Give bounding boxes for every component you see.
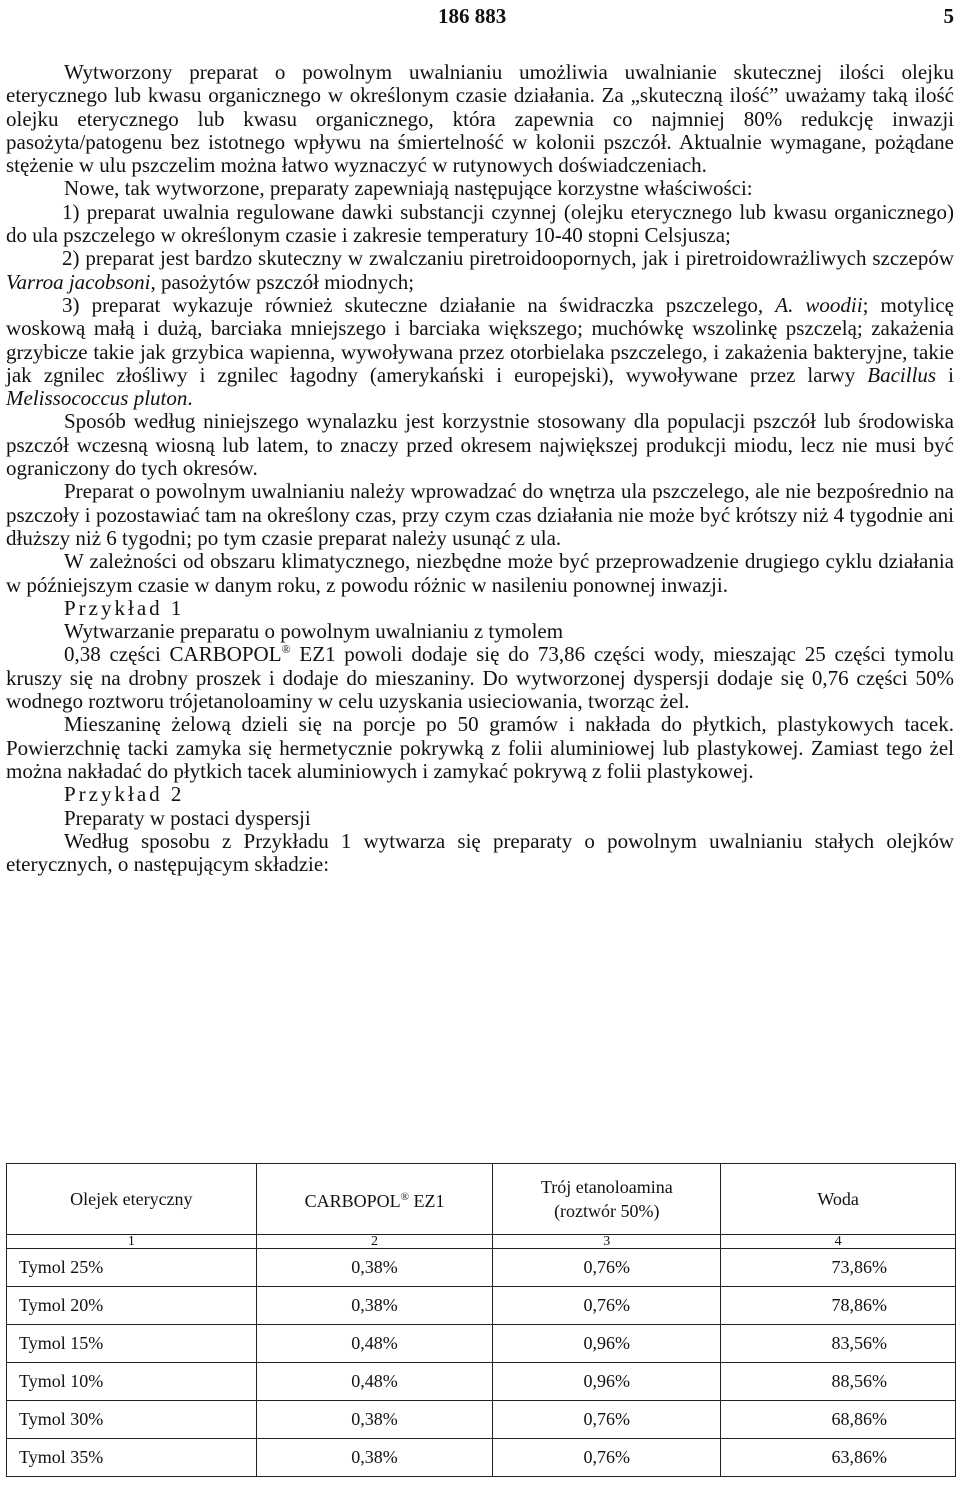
cell-oil: Tymol 30% bbox=[7, 1401, 257, 1439]
cell-water: 88,56% bbox=[721, 1363, 956, 1401]
paragraph-intro: Wytworzony preparat o powolnym uwalnianiu umożliwia uwalnianie skutecznej ilości olejku eterycznego lub kwasu organicznego w określonym czasie działania. Za „skuteczną ilość” uważamy taką ilość olejku eterycznego lub kwasu organicznego, która zapewnia co najmniej 80% redukcję inwazji pasożyta/patogenu bez istotnego wpływu na śmiertelność w kolonii pszczół. Aktualnie wymagane, pożądane stężenie w ulu pszczelim można łatwo wyznaczyć w rutynowych doświadczeniach. bbox=[6, 60, 954, 178]
header-carbopol-a: CARBOPOL bbox=[304, 1191, 401, 1211]
list-item-3-text-a: 3) preparat wykazuje również skuteczne działanie na świdraczka pszczelego, bbox=[62, 292, 776, 317]
example-2-paragraph: Według sposobu z Przykładu 1 wytwarza się preparaty o powolnym uwalnianiu stałych olejków eterycznych, o następującym składzie: bbox=[6, 828, 954, 877]
header-carbopol-sup: ® bbox=[400, 1191, 409, 1203]
cell-triethanolamine: 0,76% bbox=[493, 1249, 721, 1287]
cell-carbopol: 0,38% bbox=[256, 1287, 493, 1325]
list-item-2-text-b: , pasożytów pszczół miodnych; bbox=[150, 269, 415, 294]
list-item-2-text-a: 2) preparat jest bardzo skuteczny w zwalczaniu piretroidoopornych, jak i piretroidowrażliwych szczepów bbox=[62, 246, 954, 271]
list-item-3-species-b: Bacillus bbox=[867, 362, 937, 387]
column-number-row bbox=[7, 1235, 956, 1249]
example-2-heading: Przykład 2 bbox=[64, 782, 185, 807]
example-1-text-b: EZ1 powoli dodaje się do 73,86 części wody, mieszając 25 części tymolu kruszy się na drobny proszek i dodaje do mieszaniny. Do wytworzonej dyspersji dodaje się 0,76 części 50% wodnego roztworu trójetanoloaminy w celu uzyskania usieciowania, tworząc żel. bbox=[6, 642, 954, 714]
list-item-3-text-b: ; motylicę woskową małą i dużą, barciaka mniejszego i barciaka większego; muchówkę wszolinkę pszczelą; zakażenia grzybicze takie jak grzybica wapienna, wywoływana przez otorbielaka pszczelego, i zakażenia bakteryjne, takie jak zgnilec złośliwy i zgnilec łagodny (amerykański i europejski), wywoływane przez larwy bbox=[6, 292, 954, 387]
header-carbopol-b: EZ1 bbox=[408, 1191, 445, 1211]
column-number: 2 bbox=[256, 1235, 493, 1249]
table-row bbox=[7, 1287, 956, 1325]
patent-number: 186 883 bbox=[438, 4, 507, 28]
paragraph-properties: Nowe, tak wytworzone, preparaty zapewniają następujące korzystne właściwości: bbox=[64, 176, 753, 201]
paragraph-placement: Preparat o powolnym uwalnianiu należy wprowadzać do wnętrza ula pszczelego, ale nie bezpośrednio na pszczoły i pozostawiać tam na określony czas, przy czym czas działania nie może być krótszy niż 4 tygodnie ani dłuższy niż 6 tygodni; po tym czasie preparat należy usunąć z ula. bbox=[6, 479, 954, 550]
example-1-paragraph-2: Mieszaninę żelową dzieli się na porcje po 50 gramów i nakłada do płytkich, plastykowych tacek. Powierzchnię tacki zamyka się hermetycznie pokrywką z folii aluminiowej lub plastykowej. Zamiast tego żel można nakładać do płytkich tacek aluminiowych i zamykać pokrywą z folii plastykowej. bbox=[6, 712, 954, 783]
table-row bbox=[7, 1401, 956, 1439]
example-2-title: Preparaty w postaci dyspersji bbox=[64, 805, 311, 830]
registered-mark: ® bbox=[281, 642, 291, 657]
list-item-3-species-c: Melissococcus pluton bbox=[6, 386, 188, 411]
header-tea-line-2: (roztwór 50%) bbox=[554, 1201, 660, 1221]
document-body bbox=[6, 61, 954, 876]
cell-water: 78,86% bbox=[721, 1287, 956, 1325]
cell-oil: Tymol 15% bbox=[7, 1325, 257, 1363]
example-1-heading: Przykład 1 bbox=[64, 595, 185, 620]
cell-carbopol: 0,48% bbox=[256, 1363, 493, 1401]
header-carbopol bbox=[256, 1164, 493, 1235]
example-1-paragraph-1 bbox=[6, 643, 954, 713]
cell-oil: Tymol 25% bbox=[7, 1249, 257, 1287]
cell-oil: Tymol 10% bbox=[7, 1363, 257, 1401]
cell-carbopol: 0,48% bbox=[256, 1325, 493, 1363]
list-item-2-species: Varroa jacobsoni bbox=[6, 269, 151, 294]
cell-water: 83,56% bbox=[721, 1325, 956, 1363]
example-1-text-a: 0,38 części CARBOPOL bbox=[64, 642, 282, 667]
cell-water: 73,86% bbox=[721, 1249, 956, 1287]
cell-carbopol: 0,38% bbox=[256, 1439, 493, 1477]
column-number: 1 bbox=[7, 1235, 257, 1249]
table-row bbox=[7, 1363, 956, 1401]
cell-carbopol: 0,38% bbox=[256, 1401, 493, 1439]
table-header-row bbox=[7, 1164, 956, 1235]
cell-triethanolamine: 0,76% bbox=[493, 1401, 721, 1439]
table-row bbox=[7, 1325, 956, 1363]
table-row bbox=[7, 1439, 956, 1477]
cell-triethanolamine: 0,96% bbox=[493, 1325, 721, 1363]
header-water: Woda bbox=[721, 1164, 956, 1235]
column-number: 4 bbox=[721, 1235, 956, 1249]
list-item-3 bbox=[6, 294, 954, 410]
cell-oil: Tymol 20% bbox=[7, 1287, 257, 1325]
list-item-3-species-a: A. woodii bbox=[775, 292, 863, 317]
header-tea-line-1: Trój etanoloamina bbox=[540, 1177, 673, 1197]
list-item-3-text-c: i bbox=[936, 362, 954, 387]
cell-triethanolamine: 0,76% bbox=[493, 1287, 721, 1325]
cell-carbopol: 0,38% bbox=[256, 1249, 493, 1287]
header-triethanolamine bbox=[493, 1164, 721, 1235]
cell-triethanolamine: 0,96% bbox=[493, 1363, 721, 1401]
table-row bbox=[7, 1249, 956, 1287]
column-number: 3 bbox=[493, 1235, 721, 1249]
paragraph-method: Sposób według niniejszego wynalazku jest korzystnie stosowany dla populacji pszczół lub środowiska pszczół wczesną wiosną lub latem, to znaczy przed okresem największej produkcji miodu, lecz nie musi być ograniczony do tych okresów. bbox=[6, 409, 954, 481]
composition-table bbox=[6, 1163, 956, 1477]
page-header bbox=[0, 2, 960, 30]
cell-water: 68,86% bbox=[721, 1401, 956, 1439]
header-essential-oil: Olejek eteryczny bbox=[7, 1164, 257, 1235]
list-item-2 bbox=[6, 247, 954, 294]
page-number: 5 bbox=[943, 4, 954, 28]
example-1-title: Wytwarzanie preparatu o powolnym uwalnianiu z tymolem bbox=[64, 619, 564, 644]
cell-oil: Tymol 35% bbox=[7, 1439, 257, 1477]
list-item-3-text-d: . bbox=[187, 386, 193, 411]
list-item-1: 1) preparat uwalnia regulowane dawki substancji czynnej (olejku eterycznego lub kwasu organicznego) do ula pszczelego w określonym czasie i zakresie temperatury 10-40 stopni Celsjusza; bbox=[6, 199, 954, 248]
cell-triethanolamine: 0,76% bbox=[493, 1439, 721, 1477]
paragraph-climate: W zależności od obszaru klimatycznego, niezbędne może być przeprowadzenie drugiego cyklu działania w późniejszym czasie w danym roku, z powodu różnic w nasileniu ponownej inwazji. bbox=[6, 549, 954, 597]
cell-water: 63,86% bbox=[721, 1439, 956, 1477]
